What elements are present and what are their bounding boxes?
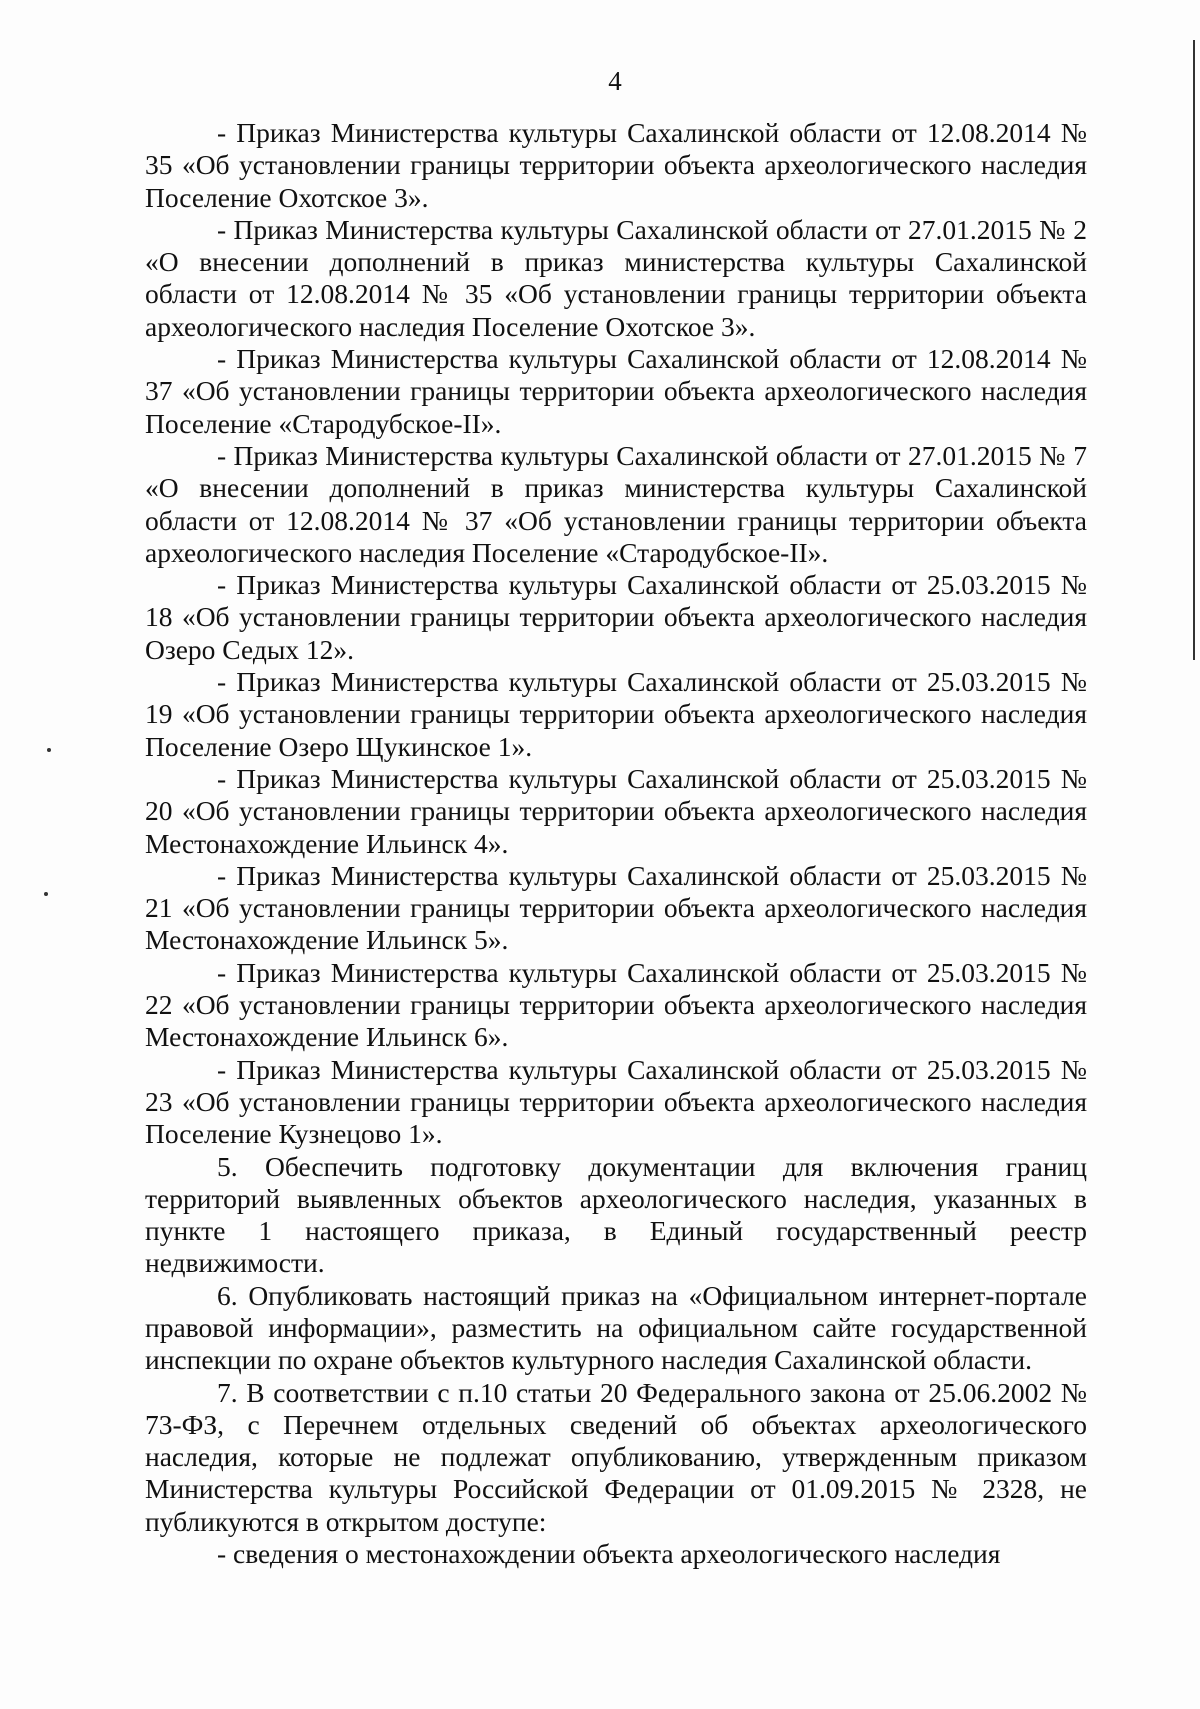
paragraph: - Приказ Министерства культуры Сахалинской области от 25.03.2015 № 19 «Об установлении границы территории объекта археологического наследия Поселение Озеро Щукинское 1». bbox=[145, 666, 1087, 762]
paragraph: - Приказ Министерства культуры Сахалинской области от 27.01.2015 № 2 «О внесении дополнений в приказ министерства культуры Сахалинской области от 12.08.2014 № 35 «Об установлении границы территории объекта археологического наследия Поселение Охотское 3». bbox=[145, 213, 1087, 342]
paragraph: - Приказ Министерства культуры Сахалинской области от 25.03.2015 № 20 «Об установлении границы территории объекта археологического наследия Местонахождение Ильинск 4». bbox=[145, 762, 1087, 859]
paragraph: 6. Опубликовать настоящий приказ на «Официальном интернет-портале правовой информации», разместить на официальном сайте государственной инспекции по охране объектов культурного наследия Сахалинской области. bbox=[145, 1279, 1087, 1376]
page-number: 4 bbox=[608, 66, 622, 96]
paragraph: - сведения о местонахождении объекта археологического наследия bbox=[217, 1538, 1001, 1570]
paragraph: - Приказ Министерства культуры Сахалинской области от 27.01.2015 № 7 «О внесении дополнений в приказ министерства культуры Сахалинской области от 12.08.2014 № 37 «Об установлении границы территории объекта археологического наследия Поселение «Стародубское-II». bbox=[145, 439, 1087, 568]
paragraph: 5. Обеспечить подготовку документации для включения границ территорий выявленных объектов археологического наследия, указанных в пункте 1 настоящего приказа, в Единый государственный реестр недвижимости. bbox=[145, 1150, 1087, 1279]
paragraph: - Приказ Министерства культуры Сахалинской области от 12.08.2014 № 37 «Об установлении границы территории объекта археологического наследия Поселение «Стародубское-II». bbox=[145, 343, 1087, 439]
scan-edge-line bbox=[1193, 40, 1195, 660]
paragraph: - Приказ Министерства культуры Сахалинской области от 12.08.2014 № 35 «Об установлении границы территории объекта археологического наследия Поселение Охотское 3». bbox=[145, 117, 1087, 213]
paragraph: - Приказ Министерства культуры Сахалинской области от 25.03.2015 № 23 «Об установлении границы территории объекта археологического наследия Поселение Кузнецово 1». bbox=[145, 1053, 1087, 1150]
document-body bbox=[145, 117, 1087, 1570]
scan-speck bbox=[47, 748, 51, 752]
paragraph: - Приказ Министерства культуры Сахалинской области от 25.03.2015 № 22 «Об установлении границы территории объекта археологического наследия Местонахождение Ильинск 6». bbox=[145, 956, 1087, 1053]
scan-speck bbox=[44, 892, 48, 896]
paragraph: - Приказ Министерства культуры Сахалинской области от 25.03.2015 № 18 «Об установлении границы территории объекта археологического наследия Озеро Седых 12». bbox=[145, 569, 1087, 665]
paragraph: 7. В соответствии с п.10 статьи 20 Федерального закона от 25.06.2002 № 73-ФЗ, с Перечнем отдельных сведений об объектах археологического наследия, которые не подлежат опубликованию, утвержденным приказом Министерства культуры Российской Федерации от 01.09.2015 № 2328, не публикуются в открытом доступе: bbox=[145, 1376, 1087, 1537]
paragraph: - Приказ Министерства культуры Сахалинской области от 25.03.2015 № 21 «Об установлении границы территории объекта археологического наследия Местонахождение Ильинск 5». bbox=[145, 859, 1087, 956]
